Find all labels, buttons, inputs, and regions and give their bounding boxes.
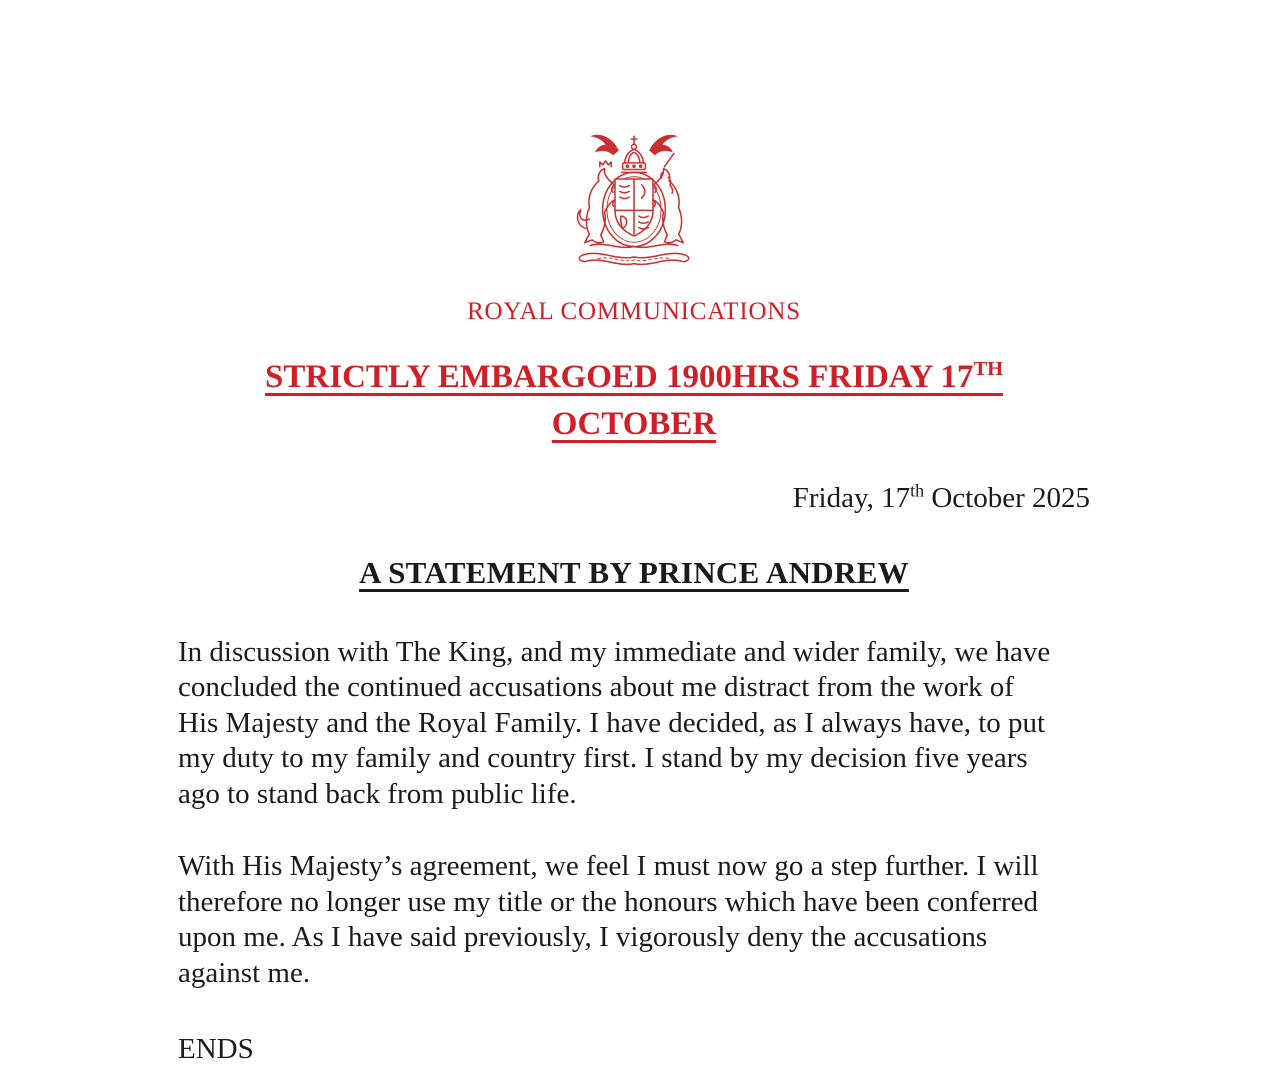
statement-paragraph: In discussion with The King, and my immediate and wider family, we have concluded the continued accusations about me distract from the work of His Majesty and the Royal Family. I have decided, as I always have, to put my duty to my family and country first. I stand by my decision five years ago to stand back from public life. (178, 635, 1051, 810)
embargo-line-2: OCTOBER (551, 405, 717, 442)
statement-body (178, 635, 1060, 992)
org-name-label: ROYAL COMMUNICATIONS (467, 298, 801, 325)
ends-label: ENDS (178, 1033, 254, 1066)
embargo-heading (178, 354, 1090, 448)
statement-title: A STATEMENT BY PRINCE ANDREW (359, 554, 909, 590)
embargo-line-1: STRICTLY EMBARGOED 1900HRS FRIDAY 17TH (265, 358, 1003, 395)
statement-paragraph: With His Majesty’s agreement, we feel I must now go a step further. I will therefore no longer use my title or the honours which have been conferred upon me. As I have said previously, I vigorously deny the accusations against me. (178, 850, 1039, 989)
embargo-superscript: TH (973, 358, 1003, 380)
date-line: Friday, 17th October 2025 (792, 480, 1090, 514)
royal-coat-of-arms-icon (558, 126, 710, 272)
content-column (178, 126, 1090, 1066)
date-superscript: th (910, 480, 925, 501)
